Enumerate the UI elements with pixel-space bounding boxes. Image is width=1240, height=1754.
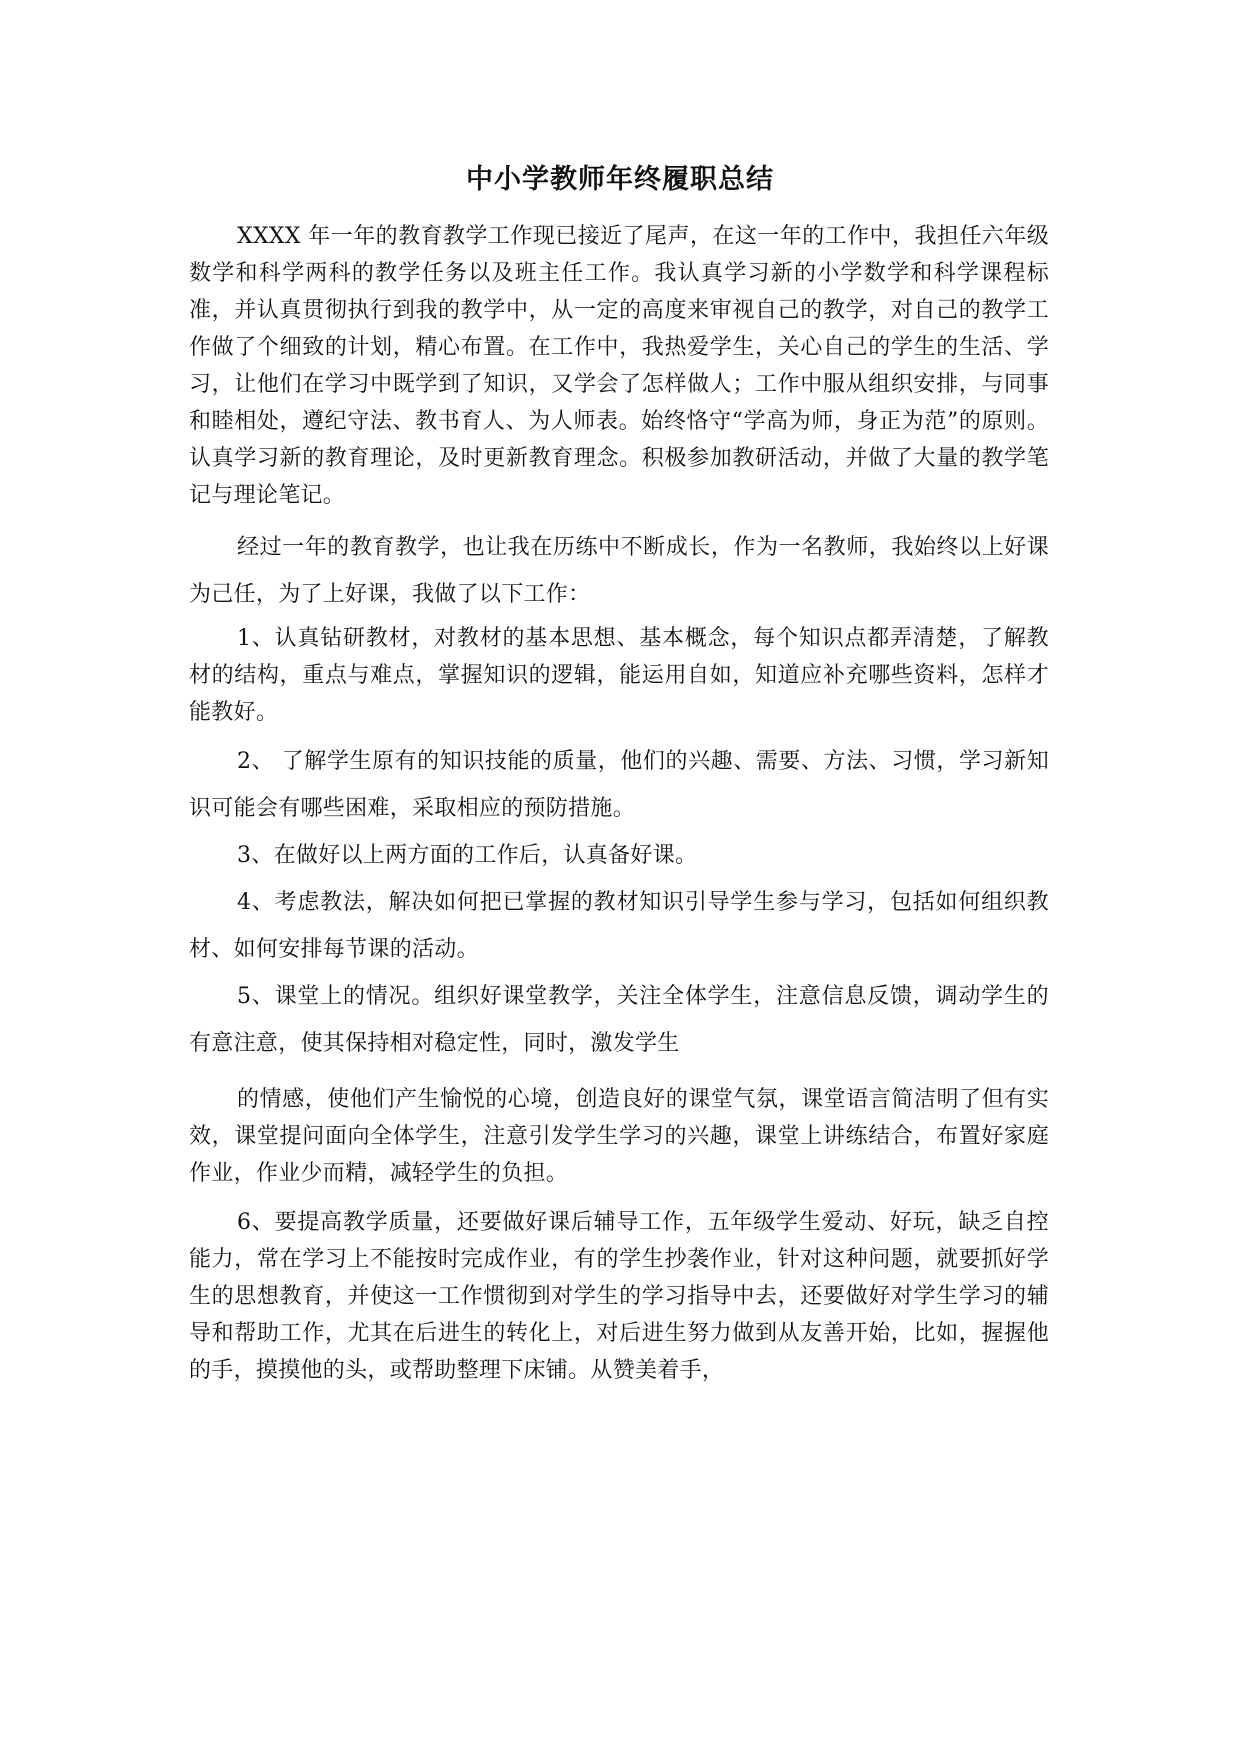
document-title: 中小学教师年终履职总结: [466, 164, 774, 195]
paragraph-item-4: 4、考虑教法，解决如何把已掌握的教材知识引导学生参与学习，包括如何组织教材、如何安排每节课的活动。: [189, 890, 1049, 962]
document-body: [189, 218, 1049, 1389]
paragraph-item-3: 3、在做好以上两方面的工作后，认真备好课。: [237, 843, 698, 868]
paragraph-item-6: 6、要提高教学质量，还要做好课后辅导工作，五年级学生爱动、好玩，缺乏自控能力，常在学习上不能按时完成作业，有的学生抄袭作业，针对这种问题，就要抓好学生的思想教育，并使这一工作惯彻到对学生的学习指导中去，还要做好对学生学习的辅导和帮助工作，尤其在后进生的转化上，对后进生努力做到从友善开始，比如，握握他的手，摸摸他的头，或帮助整理下床铺。从赞美着手，: [189, 1210, 1049, 1383]
paragraph-item-5-continued: 的情感，使他们产生愉悦的心境，创造良好的课堂气氛，课堂语言简洁明了但有实效，课堂提问面向全体学生，注意引发学生学习的兴趣，课堂上讲练结合，布置好家庭作业，作业少而精，减轻学生的负担。: [189, 1087, 1049, 1186]
paragraph-item-2: 2、 了解学生原有的知识技能的质量，他们的兴趣、需要、方法、习惯，学习新知识可能会有哪些困难，采取相应的预防措施。: [189, 749, 1049, 821]
paragraph-growth: 经过一年的教育教学，也让我在历练中不断成长，作为一名教师，我始终以上好课为己任，为了上好课，我做了以下工作：: [189, 535, 1049, 607]
paragraph-item-1: 1、认真钻研教材，对教材的基本思想、基本概念，每个知识点都弄清楚，了解教材的结构，重点与难点，掌握知识的逻辑，能运用自如，知道应补充哪些资料，怎样才能教好。: [189, 626, 1049, 725]
paragraph-intro: XXXX 年一年的教育教学工作现已接近了尾声，在这一年的工作中，我担任六年级数学和科学两科的教学任务以及班主任工作。我认真学习新的小学数学和科学课程标准，并认真贯彻执行到我的教学中，从一定的高度来审视自己的教学，对自己的教学工作做了个细致的计划，精心布置。在工作中，我热爱学生，关心自己的学生的生活、学习，让他们在学习中既学到了知识，又学会了怎样做人；工作中服从组织安排，与同事和睦相处，遵纪守法、教书育人、为人师表。始终恪守“学高为师，身正为范”的原则。认真学习新的教育理论，及时更新教育理念。积极参加教研活动，并做了大量的教学笔记与理论笔记。: [189, 224, 1049, 508]
paragraph-item-5: 5、课堂上的情况。组织好课堂教学，关注全体学生，注意信息反馈，调动学生的有意注意，使其保持相对稳定性，同时，激发学生: [189, 984, 1049, 1056]
